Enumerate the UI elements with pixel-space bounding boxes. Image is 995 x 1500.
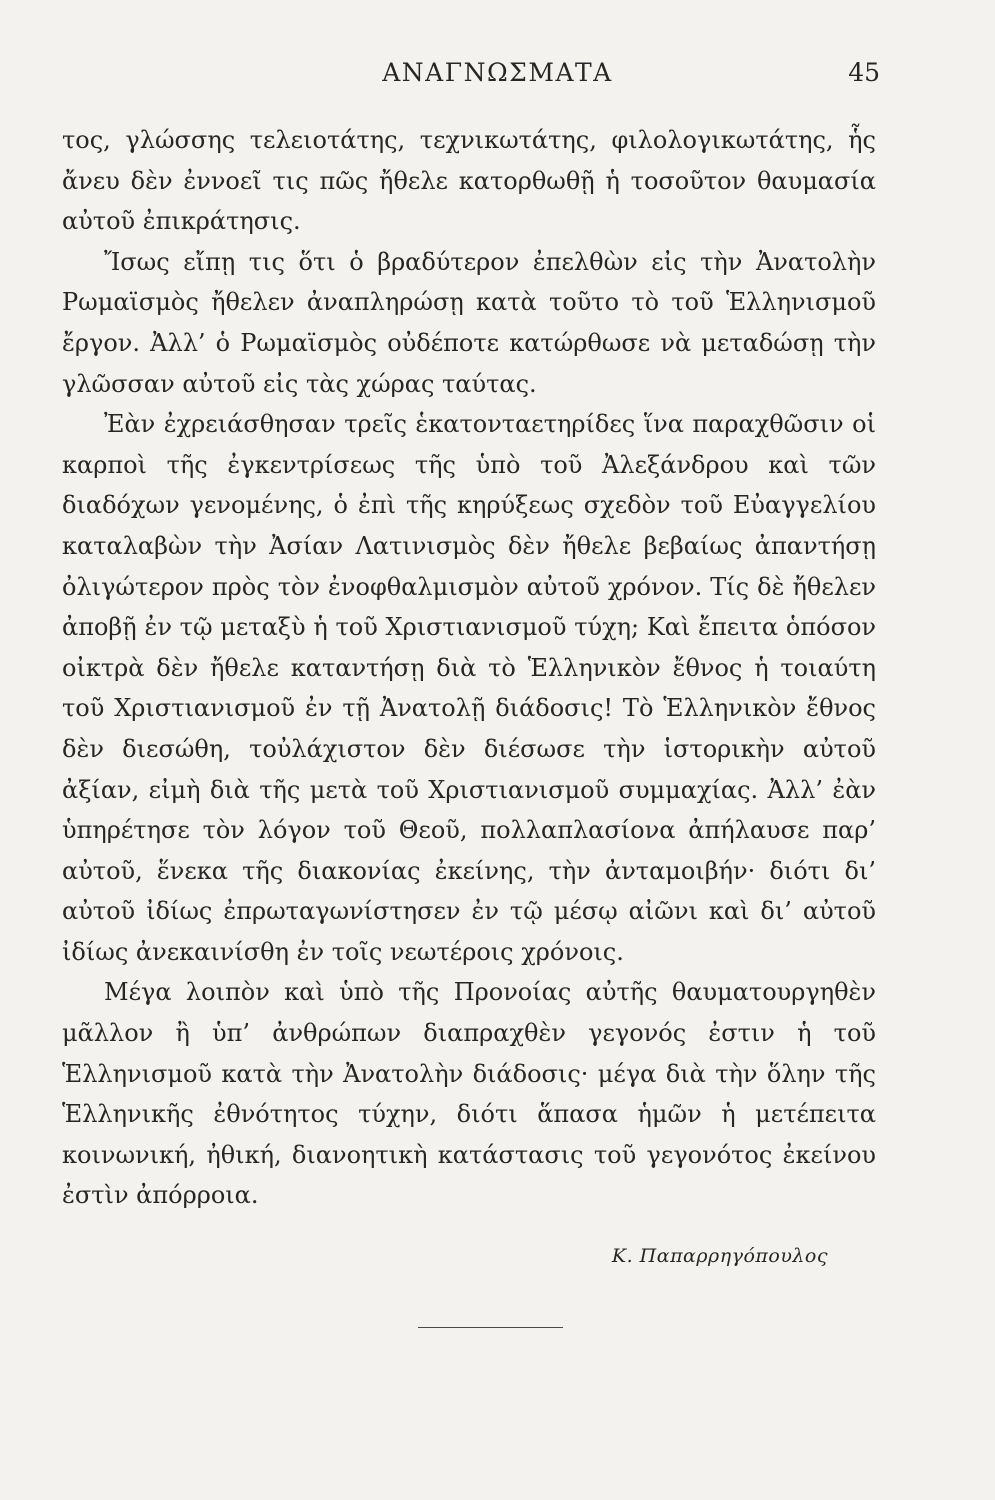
section-divider — [418, 1327, 563, 1328]
paragraph: Ἐὰν ἐχρειάσθησαν τρεῖς ἑκατονταετηρίδες ἵνα παραχθῶσιν οἱ καρποὶ τῆς ἐγκεντρίσεως τῆς ὑπὸ τοῦ Ἀλεξάνδρου καὶ τῶν διαδόχων γενομένης, ὁ ἐπὶ τῆς κηρύξεως σχεδὸν τοῦ Εὐαγγελίου καταλαβὼν τὴν Ἀσίαν Λατινισμὸς δὲν ἤθελε βεβαίως ἀπαντήσῃ ὀλιγώτερον πρὸς τὸν ἐνοφθαλμισμὸν αὐτοῦ χρόνον. Τίς δὲ ἤθελεν ἀποβῇ ἐν τῷ μεταξὺ ἡ τοῦ Χριστιανισμοῦ τύχη; Καὶ ἔπειτα ὁπόσον οἰκτρὰ δὲν ἤθελε καταντήσῃ διὰ τὸ Ἑλληνικὸν ἔθνος ἡ τοιαύτη τοῦ Χριστιανισμοῦ ἐν τῇ Ἀνατολῇ διάδοσις! Τὸ Ἑλληνικὸν ἔθνος δὲν διεσώθη, τοὐλάχιστον δὲν διέσωσε τὴν ἱστορικὴν αὐτοῦ ἀξίαν, εἰμὴ διὰ τῆς μετὰ τοῦ Χριστιανισμοῦ συμμαχίας. Ἀλλ’ ἐὰν ὑπηρέτησε τὸν λόγον τοῦ Θεοῦ, πολλαπλασίονα ἀπήλαυσε παρ’ αὐτοῦ, ἕνεκα τῆς διακονίας ἐκείνης, τὴν ἀνταμοιβήν· διότι δι’ αὐτοῦ ἰδίως ἐπρωταγωνίστησεν ἐν τῷ μέσῳ αἰῶνι καὶ δι’ αὐτοῦ ἰδίως ἀνεκαινίσθη ἐν τοῖς νεωτέροις χρόνοις. — [62, 410, 876, 966]
paragraph: Μέγα λοιπὸν καὶ ὑπὸ τῆς Προνοίας αὐτῆς θαυματουργηθὲν μᾶλλον ἢ ὑπ’ ἀνθρώπων διαπραχθὲν γεγονός ἐστιν ἡ τοῦ Ἑλληνισμοῦ κατὰ τὴν Ἀνατολὴν διάδοσις· μέγα διὰ τὴν ὅλην τῆς Ἑλληνικῆς ἐθνότητος τύχην, διότι ἅπασα ἡμῶν ἡ μετέπειτα κοινωνική, ἠθική, διανοητικὴ κατάστασις τοῦ γεγονότος ἐκείνου ἐστὶν ἀπόρροια. — [62, 978, 876, 1210]
page-number: 45 — [848, 58, 880, 87]
paragraph: Ἴσως εἴπῃ τις ὅτι ὁ βραδύτερον ἐπελθὼν εἰς τὴν Ἀνατολὴν Ρωμαϊσμὸς ἤθελεν ἀναπληρώσῃ κατὰ τοῦτο τὸ τοῦ Ἑλληνισμοῦ ἔργον. Ἀλλ’ ὁ Ρωμαϊσμὸς οὐδέποτε κατώρθωσε νὰ μεταδώσῃ τὴν γλῶσσαν αὐτοῦ εἰς τὰς χώρας ταύτας. — [62, 247, 876, 398]
running-title: ΑΝΑΓΝΩΣΜΑΤΑ — [382, 58, 613, 87]
body-text — [62, 120, 876, 1216]
author-signature: Κ. Παπαρρηγόπουλος — [611, 1245, 828, 1267]
page-header — [0, 58, 995, 92]
paragraph-continuation: τος, γλώσσης τελειοτάτης, τεχνικωτάτης, φιλολογικωτάτης, ἧς ἄνευ δὲν ἐννοεῖ τις πῶς ἤθελε κατορθωθῇ ἡ τοσοῦτον θαυμασία αὐτοῦ ἐπικράτησις. — [62, 126, 876, 236]
